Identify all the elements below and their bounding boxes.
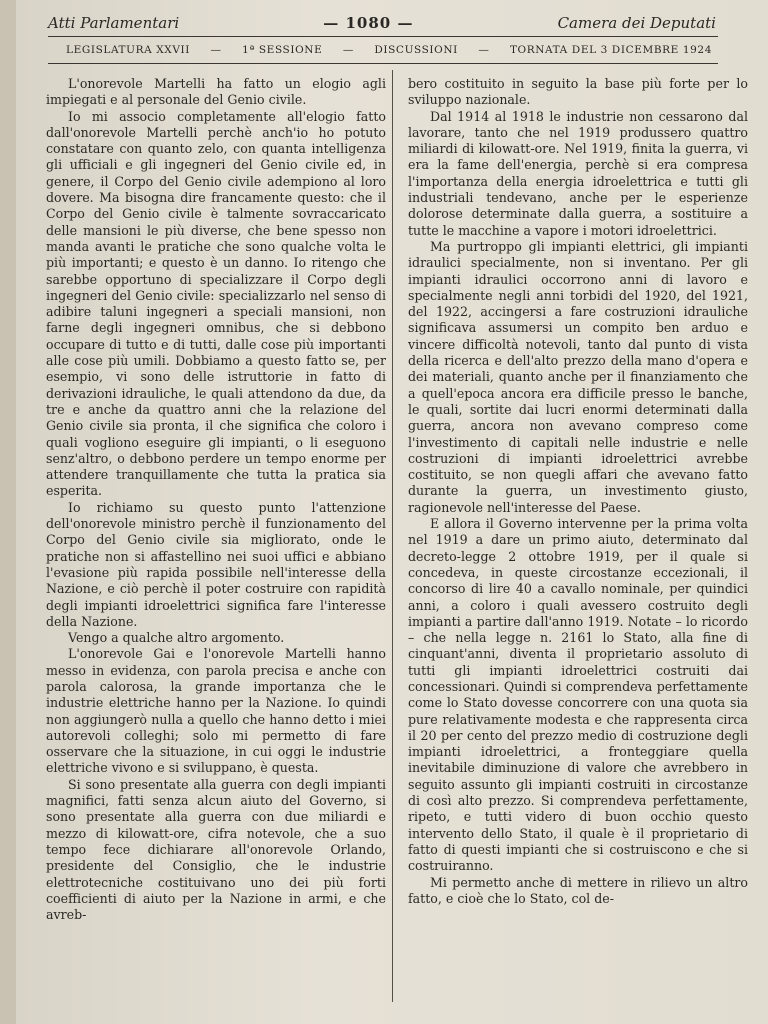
session-line <box>66 40 712 60</box>
paragraph: L'onorevole Gai e l'onorevole Martelli hanno messo in evidenza, con parola precisa e anche con parola calorosa, la grande importanza che le industrie elettriche hanno per la Nazione. Io quindi non aggiungerò nulla a quello che hanno detto i miei autorevoli colleghi; solo mi permetto di fare osservare che la situazione, in cui oggi le industrie elettriche vivono e si sviluppano, è questa. <box>46 646 386 776</box>
separator: — <box>342 44 354 56</box>
paragraph: Ma purtroppo gli impianti elettrici, gli impianti idraulici specialmente, non si inventano. Per gli impianti idraulici occorrono anni di lavoro e specialmente negli anni torbidi del 1920, del 1921, del 1922, accingersi a fare costruzioni idrauliche significava assumersi un compito ben arduo e vincere difficoltà notevoli, tanto dal punto di vista della ricerca e dell'alto prezzo della mano d'opera e dei materiali, quanto anche per il finanziamento che a quell'epoca ancora era difficile presso le banche, le quali, sortite dai lucri enormi determinati dalla guerra, ancora non avevano compreso come l'investimento di capitali nelle industrie e nelle costruzioni di impianti idroelettrici avrebbe costituito, se non quegli affari che avevano fatto durante la guerra, un investimento giusto, ragionevole nell'interesse del Paese. <box>408 238 748 515</box>
discussioni-label: DISCUSSIONI <box>374 44 458 56</box>
header-right: Camera dei Deputati <box>557 14 716 32</box>
running-header <box>48 4 716 32</box>
header-rule-bottom <box>48 63 718 64</box>
document-page <box>16 0 768 1024</box>
page-number: — 1080 — <box>323 14 414 32</box>
separator: — <box>478 44 490 56</box>
separator: — <box>210 44 222 56</box>
left-column <box>46 76 386 1010</box>
paragraph: Mi permetto anche di mettere in rilievo un altro fatto, e cioè che lo Stato, col de- <box>408 874 748 906</box>
right-column <box>408 76 748 1010</box>
header-left: Atti Parlamentari <box>48 14 180 32</box>
paragraph: E allora il Governo intervenne per la prima volta nel 1919 a dare un primo aiuto, determinato dal decreto-legge 2 ottobre 1919, per il quale si concedeva, in queste circostanze eccezionali, il concorso di lire 40 a cavallo nominale, per quindici anni, a coloro i quali avessero costruito degli impianti a partire dall'anno 1919. Notate – lo ricordo – che nella legge n. 2161 lo Stato, alla fine di cinquant'anni, diventa il proprietario assoluto di tutti gli impianti idroelettrici costruiti dai concessionari. Quindi si comprendeva perfettamente come lo Stato dovesse concorrere con una quota sia pure relativamente modesta e che rappresenta circa il 20 per cento del prezzo medio di costruzione degli impianti idroelettrici, a fronteggiare quella inevitabile diminuzione di valore che avrebbero in seguito assunto gli impianti costruiti in circostanze di così alto prezzo. Si comprendeva perfettamente, ripeto, e tutti videro di buon occhio questo intervento dello Stato, il quale è il proprietario di fatto di questi impianti che si costruiscono e che si costruiranno. <box>408 516 748 874</box>
paragraph: Io mi associo completamente all'elogio fatto dall'onorevole Martelli perchè anch'io ho potuto constatare con quanto zelo, con quanta intelligenza gli ufficiali e gli ingegneri del Genio civile ed, in genere, il Corpo del Genio civile adempiono al loro dovere. Ma bisogna dire francamente questo: che il Corpo del Genio civile è talmente sovraccaricato delle mansioni le più diverse, che bene spesso non manda avanti le pratiche che sono qualche volta le più importanti; e questo è un danno. Io ritengo che sarebbe opportuno di specializzare il Corpo degli ingegneri del Genio civile: specializzarlo nel senso di adibire taluni ingegneri a speciali mansioni, non farne degli ingegneri omnibus, che si debbono occupare di tutto e di tutti, dalle cose più importanti alle cose più umili. Dobbiamo a questo fatto se, per esempio, vi sono delle istruttorie in fatto di derivazioni idrauliche, le quali attendono da due, da tre e anche da quattro anni che la relazione del Genio civile sia pronta, il che significa che coloro i quali vogliono eseguire gli impianti, o li eseguono senz'altro, o debbono perdere un tempo enorme per attendere tranquillamente che tutta la pratica sia esperita. <box>46 108 386 499</box>
paragraph: Io richiamo su questo punto l'attenzione dell'onorevole ministro perchè il funzionamento del Corpo del Genio civile sia migliorato, onde le pratiche non si affastellino nei suoi uffici e abbiano l'evasione più rapida possibile nell'interesse della Nazione, e ciò perchè il poter costruire con rapidità degli impianti idroelettrici significa fare l'interesse della Nazione. <box>46 499 386 629</box>
tornata-label: TORNATA DEL 3 DICEMBRE 1924 <box>509 44 712 56</box>
paragraph: L'onorevole Martelli ha fatto un elogio agli impiegati e al personale del Genio civile. <box>46 76 386 108</box>
paragraph: bero costituito in seguito la base più forte per lo sviluppo nazionale. <box>408 76 748 108</box>
header-rule <box>48 36 718 37</box>
column-divider <box>392 70 393 1002</box>
sessione-label: 1ª SESSIONE <box>242 44 323 56</box>
paragraph: Vengo a qualche altro argomento. <box>68 630 285 646</box>
legislatura-label: LEGISLATURA XXVII <box>66 44 191 56</box>
paragraph: Si sono presentate alla guerra con degli impianti magnifici, fatti senza alcun aiuto del Governo, si sono presentate alla guerra con due miliardi e mezzo di kilowatt-ore, cifra notevole, che a suo tempo fece dichiarare all'onorevole Orlando, presidente del Consiglio, che le industrie elettrotecniche costituivano uno dei più forti coefficienti di aiuto per la Nazione in armi, e che avreb- <box>46 776 386 923</box>
paragraph: Dal 1914 al 1918 le industrie non cessarono dal lavorare, tanto che nel 1919 produssero quattro miliardi di kilowatt-ore. Nel 1919, finita la guerra, vi era la fame dell'energia, perchè si era compresa l'importanza della energia idroelettrica e tutti gli industriali tendevano, anche per le esperienze dolorose determinate dalla guerra, a sostituire a tutte le macchine a vapore i motori idroelettrici. <box>408 108 748 238</box>
